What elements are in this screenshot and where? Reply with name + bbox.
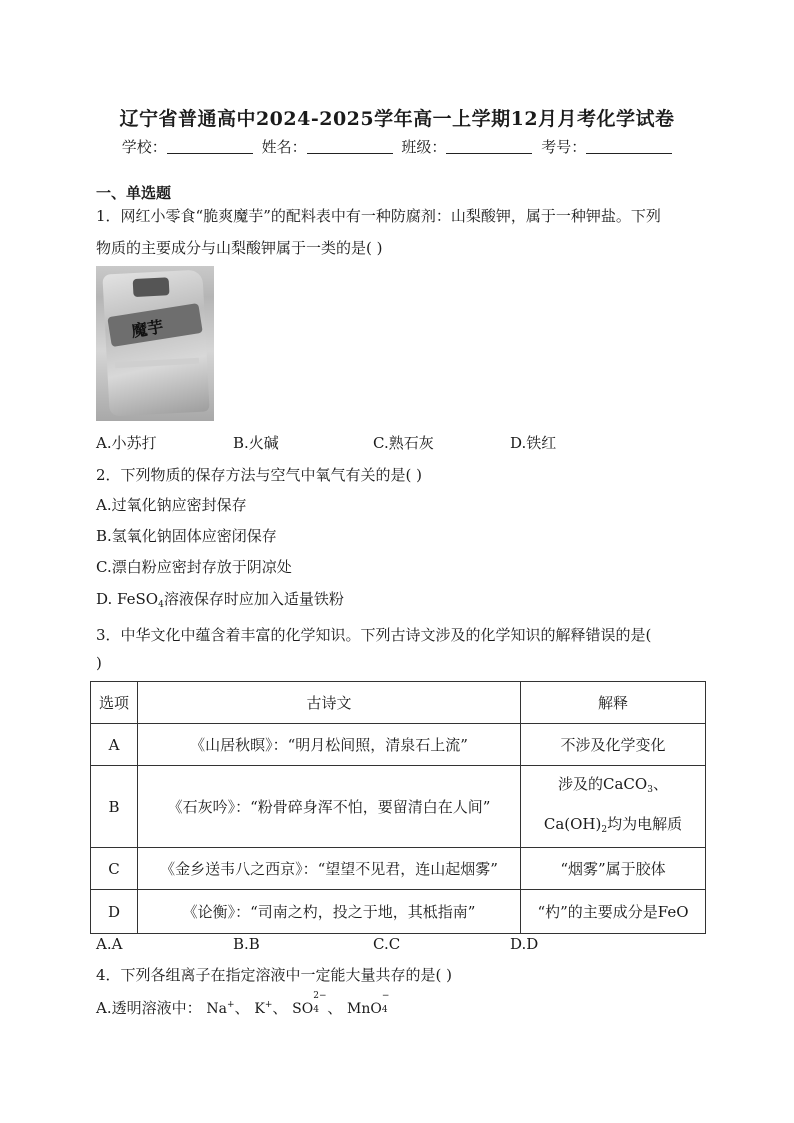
name-label: 姓名： <box>261 138 307 156</box>
brand-logo <box>133 277 170 297</box>
q3-option-c[interactable]: C.C <box>373 935 401 953</box>
snack-bag-image <box>102 269 209 416</box>
row-b-explanation <box>521 766 706 848</box>
ion-sodium: Na+ <box>206 1000 235 1017</box>
ion-permanganate: MnO − 4 <box>347 991 390 1017</box>
table-row <box>91 766 706 848</box>
row-d-poem: 《论衡》：“司南之杓，投之于地，其柢指南” <box>138 890 521 934</box>
q3-stem-line2: ) <box>96 654 102 672</box>
q4-stem: 4．下列各组离子在指定溶液中一定能大量共存的是( ) <box>96 966 453 984</box>
product-name-text: 魔芋 <box>130 317 165 341</box>
electrolyte-text: 均为电解质 <box>607 814 683 833</box>
section-heading: 一、单选题 <box>96 184 172 202</box>
class-label: 班级： <box>401 138 447 156</box>
q3-table <box>90 681 706 934</box>
table-header-row <box>91 682 706 724</box>
separator: 、 <box>327 999 343 1017</box>
row-d-explanation: “杓”的主要成分是FeO <box>521 890 706 934</box>
q3-option-a[interactable]: A.A <box>96 935 123 953</box>
q1-option-a[interactable]: A.小苏打 <box>96 434 157 452</box>
table-row <box>91 890 706 934</box>
caoh2-text: Ca(OH) <box>543 814 602 833</box>
separator: 、 <box>234 999 250 1017</box>
q2-stem: 2．下列物质的保存方法与空气中氧气有关的是( ) <box>96 466 423 484</box>
q1-product-photo <box>96 266 214 421</box>
q3-option-b[interactable]: B.B <box>233 935 260 953</box>
table-row <box>91 848 706 890</box>
row-b-poem: 《石灰吟》：“粉骨碎身浑不怕，要留清白在人间” <box>138 766 521 848</box>
q2-option-c[interactable]: C.漂白粉应密封存放于阴凉处 <box>96 558 292 576</box>
q2-option-d-prefix: D. <box>96 590 113 608</box>
number-label: 考号： <box>541 138 587 156</box>
name-field[interactable] <box>307 139 393 154</box>
ion-sulfate: SO 2− 4 <box>292 991 327 1017</box>
q2-option-d[interactable] <box>96 588 344 610</box>
bag-stripe <box>115 358 199 368</box>
caoh2-subscript: 2 <box>601 824 608 835</box>
school-label: 学校： <box>121 138 167 156</box>
q1-option-c[interactable]: C.熟石灰 <box>373 434 434 452</box>
row-c-poem: 《金乡送韦八之西京》：“望望不见君，连山起烟雾” <box>138 848 521 890</box>
header-poem: 古诗文 <box>138 682 521 724</box>
row-d-option: D <box>91 890 138 934</box>
row-b-option: B <box>91 766 138 848</box>
separator: 、 <box>272 999 288 1017</box>
row-a-option: A <box>91 724 138 766</box>
school-field[interactable] <box>167 139 253 154</box>
q2-option-b[interactable]: B.氢氧化钠固体应密闭保存 <box>96 527 277 545</box>
q1-stem-line2: 物质的主要成分与山梨酸钾属于一类的是( ) <box>96 239 383 257</box>
caco3-subscript: 3 <box>647 784 653 795</box>
row-a-poem: 《山居秋暝》：“明月松间照，清泉石上流” <box>138 724 521 766</box>
q2-option-d-text: 溶液保存时应加入适量铁粉 <box>163 590 344 608</box>
header-explanation: 解释 <box>521 682 706 724</box>
number-field[interactable] <box>586 139 672 154</box>
q4-option-a-prefix: A.透明溶液中： <box>96 999 202 1017</box>
exam-title: 辽宁省普通高中2024-2025学年高一上学期12月月考化学试卷 <box>119 108 675 130</box>
q3-option-d[interactable]: D.D <box>510 935 539 953</box>
q3-stem-line1: 3．中华文化中蕴含着丰富的化学知识。下列古诗文涉及的化学知识的解释错误的是( <box>96 626 652 644</box>
q1-option-d[interactable]: D.铁红 <box>510 434 557 452</box>
q1-option-b[interactable]: B.火碱 <box>233 434 279 452</box>
ion-potassium: K+ <box>254 1000 273 1017</box>
header-option: 选项 <box>91 682 138 724</box>
feso4-formula: FeSO <box>117 590 159 608</box>
separator: 、 <box>652 774 668 793</box>
caco3-text: 涉及的CaCO <box>558 774 648 793</box>
row-a-explanation: 不涉及化学变化 <box>521 724 706 766</box>
feso4-subscript: 4 <box>158 600 164 610</box>
q1-stem-line1: 1．网红小零食“脆爽魔芋”的配料表中有一种防腐剂：山梨酸钾，属于一种钾盐。下列 <box>96 207 661 225</box>
row-c-option: C <box>91 848 138 890</box>
row-c-explanation: “烟雾”属于胶体 <box>521 848 706 890</box>
q2-option-a[interactable]: A.过氧化钠应密封保存 <box>96 496 247 514</box>
table-row <box>91 724 706 766</box>
class-field[interactable] <box>446 139 532 154</box>
student-info-line <box>0 136 794 157</box>
q4-option-a[interactable] <box>96 991 392 1018</box>
